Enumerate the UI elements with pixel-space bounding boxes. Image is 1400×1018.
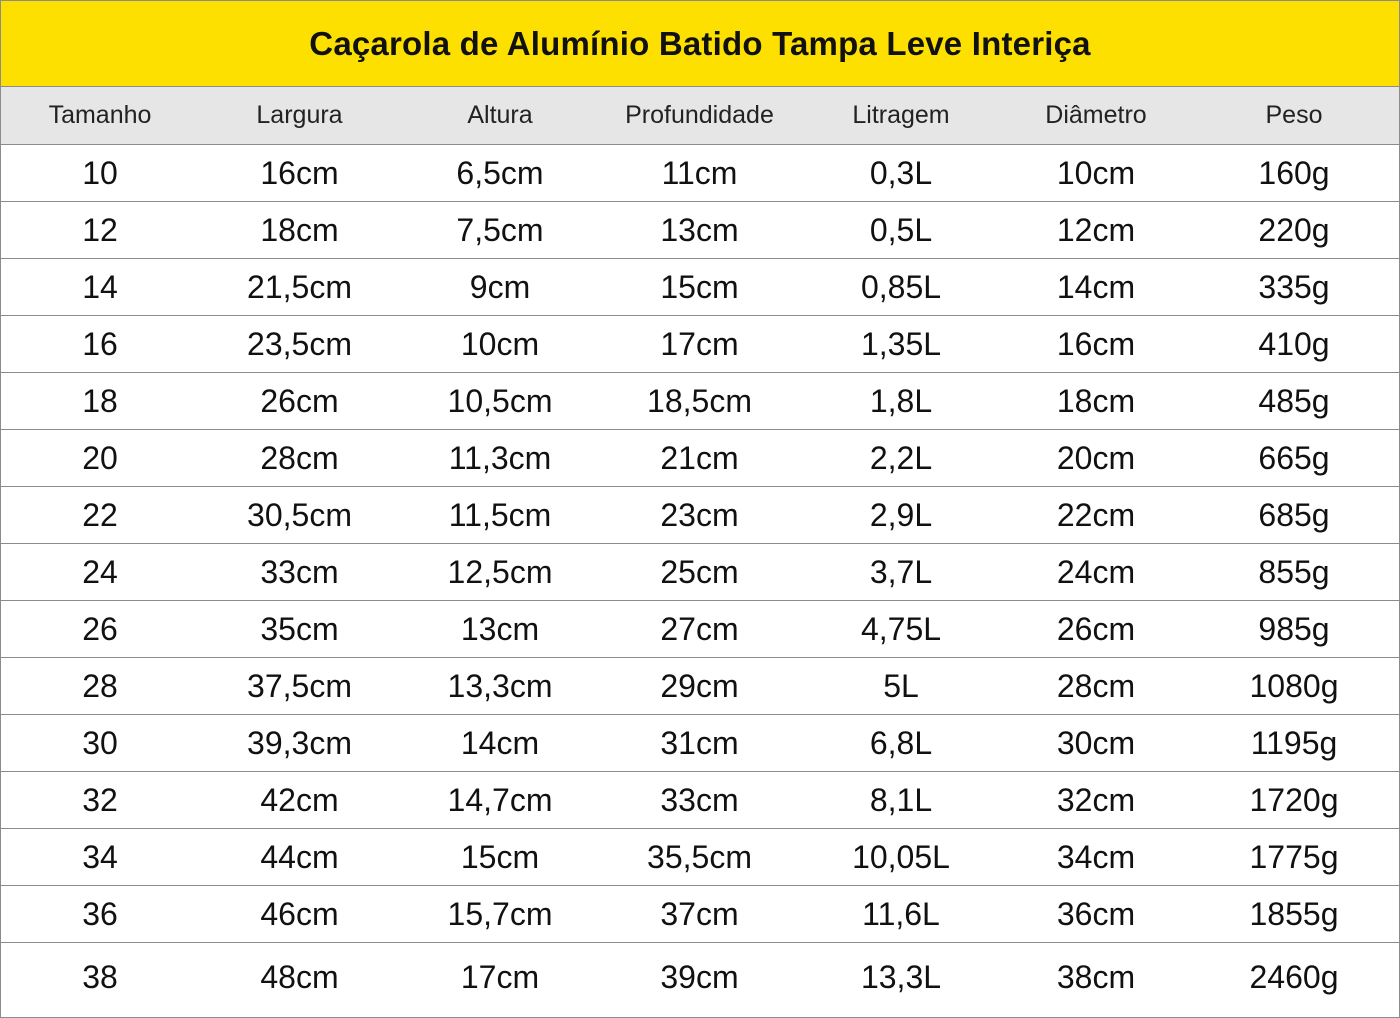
cell-altura: 12,5cm: [400, 544, 600, 601]
cell-profundidade: 21cm: [600, 430, 799, 487]
cell-peso: 485g: [1189, 373, 1399, 430]
size-table: [1, 87, 1399, 1011]
cell-peso: 2460g: [1249, 958, 1339, 995]
cell-profundidade: 39cm: [660, 958, 739, 995]
cell-altura: 9cm: [400, 259, 600, 316]
cell-peso: 985g: [1189, 601, 1399, 658]
cell-largura: 30,5cm: [199, 487, 400, 544]
cell-tamanho: 12: [1, 202, 199, 259]
cell-litragem: 3,7L: [799, 544, 1003, 601]
table-row: [1, 487, 1399, 544]
cell-peso: 855g: [1189, 544, 1399, 601]
table-row: [1, 829, 1399, 886]
table-header: [1, 87, 1399, 145]
cell-largura: 46cm: [199, 886, 400, 943]
table-row: [1, 373, 1399, 430]
cell-diametro: 14cm: [1003, 259, 1189, 316]
cell-litragem: 1,35L: [799, 316, 1003, 373]
cell-profundidade: 33cm: [600, 772, 799, 829]
column-header-tamanho: Tamanho: [1, 87, 199, 145]
cell-largura: 42cm: [199, 772, 400, 829]
cell-peso: 1080g: [1189, 658, 1399, 715]
cell-diametro: 28cm: [1003, 658, 1189, 715]
cell-altura: 6,5cm: [400, 145, 600, 202]
cell-peso: 335g: [1189, 259, 1399, 316]
cell-diametro: 26cm: [1003, 601, 1189, 658]
cell-tamanho: 14: [1, 259, 199, 316]
cell-peso: 1855g: [1189, 886, 1399, 943]
cell-tamanho: 34: [1, 829, 199, 886]
cell-largura: 16cm: [199, 145, 400, 202]
table-row: [1, 544, 1399, 601]
cell-litragem: 0,85L: [799, 259, 1003, 316]
cell-litragem: 6,8L: [799, 715, 1003, 772]
table-row: [1, 202, 1399, 259]
cell-tamanho: 16: [1, 316, 199, 373]
cell-largura: 33cm: [199, 544, 400, 601]
cell-altura: 11,3cm: [400, 430, 600, 487]
column-header-litragem: Litragem: [799, 87, 1003, 145]
cell-altura: 7,5cm: [400, 202, 600, 259]
cell-peso: 1195g: [1189, 715, 1399, 772]
cell-peso: 160g: [1189, 145, 1399, 202]
column-header-diametro: Diâmetro: [1003, 87, 1189, 145]
cell-tamanho: 26: [1, 601, 199, 658]
cell-litragem: 5L: [799, 658, 1003, 715]
cell-diametro: 18cm: [1003, 373, 1189, 430]
cell-profundidade: 35,5cm: [600, 829, 799, 886]
cell-diametro: 12cm: [1003, 202, 1189, 259]
cell-diametro: 34cm: [1003, 829, 1189, 886]
cell-altura: 11,5cm: [400, 487, 600, 544]
cell-largura: 28cm: [199, 430, 400, 487]
cell-diametro: 38cm: [1056, 958, 1136, 995]
cell-litragem: 8,1L: [799, 772, 1003, 829]
cell-tamanho: 20: [1, 430, 199, 487]
cell-largura: 35cm: [199, 601, 400, 658]
cell-litragem: 0,3L: [799, 145, 1003, 202]
cell-litragem: 1,8L: [799, 373, 1003, 430]
cell-altura: 13cm: [400, 601, 600, 658]
page-title: Caçarola de Alumínio Batido Tampa Leve Interiça: [309, 24, 1091, 62]
cell-altura: 14cm: [400, 715, 600, 772]
cell-profundidade: 29cm: [600, 658, 799, 715]
table-row: [1, 943, 1399, 1012]
cell-diametro: 16cm: [1003, 316, 1189, 373]
cell-peso: 665g: [1189, 430, 1399, 487]
cell-litragem: 4,75L: [799, 601, 1003, 658]
table-body: [1, 145, 1399, 1012]
cell-profundidade: 25cm: [600, 544, 799, 601]
cell-tamanho: 36: [1, 886, 199, 943]
cell-altura: 14,7cm: [400, 772, 600, 829]
table-row: [1, 715, 1399, 772]
cell-largura: 18cm: [199, 202, 400, 259]
table-row: [1, 772, 1399, 829]
cell-tamanho: 28: [1, 658, 199, 715]
cell-diametro: 32cm: [1003, 772, 1189, 829]
cell-altura: 10cm: [400, 316, 600, 373]
cell-profundidade: 37cm: [600, 886, 799, 943]
table-row: [1, 316, 1399, 373]
cell-altura: 15,7cm: [400, 886, 600, 943]
cell-litragem: 2,2L: [799, 430, 1003, 487]
cell-profundidade: 23cm: [600, 487, 799, 544]
cell-litragem: 10,05L: [799, 829, 1003, 886]
column-header-profundidade: Profundidade: [600, 87, 799, 145]
cell-diametro: 22cm: [1003, 487, 1189, 544]
cell-largura: 48cm: [260, 958, 339, 995]
cell-altura: 15cm: [400, 829, 600, 886]
cell-litragem: 0,5L: [799, 202, 1003, 259]
cell-tamanho: 24: [1, 544, 199, 601]
cell-diametro: 20cm: [1003, 430, 1189, 487]
cell-tamanho: 30: [1, 715, 199, 772]
column-header-altura: Altura: [400, 87, 600, 145]
cell-peso: 1775g: [1189, 829, 1399, 886]
table-row: [1, 430, 1399, 487]
table-row: [1, 259, 1399, 316]
column-header-peso: Peso: [1189, 87, 1399, 145]
cell-profundidade: 15cm: [600, 259, 799, 316]
cell-peso: 1720g: [1189, 772, 1399, 829]
cell-tamanho: 10: [1, 145, 199, 202]
cell-litragem: 11,6L: [799, 886, 1003, 943]
cell-diametro: 10cm: [1003, 145, 1189, 202]
cell-tamanho: 18: [1, 373, 199, 430]
cell-tamanho: 32: [1, 772, 199, 829]
table-row: [1, 886, 1399, 943]
table-row: [1, 601, 1399, 658]
cell-altura: 10,5cm: [400, 373, 600, 430]
cell-largura: 26cm: [199, 373, 400, 430]
cell-profundidade: 13cm: [600, 202, 799, 259]
cell-profundidade: 11cm: [600, 145, 799, 202]
cell-diametro: 24cm: [1003, 544, 1189, 601]
cell-tamanho: 22: [1, 487, 199, 544]
column-header-largura: Largura: [199, 87, 400, 145]
cell-profundidade: 18,5cm: [600, 373, 799, 430]
cell-peso: 220g: [1189, 202, 1399, 259]
table-row: [1, 145, 1399, 202]
table-row: [1, 658, 1399, 715]
cell-largura: 23,5cm: [199, 316, 400, 373]
cell-peso: 685g: [1189, 487, 1399, 544]
header-row: [1, 87, 1399, 145]
cell-altura: 13,3cm: [400, 658, 600, 715]
title-bar: [1, 1, 1399, 87]
cell-litragem: 13,3L: [860, 958, 942, 995]
cell-diametro: 36cm: [1003, 886, 1189, 943]
cell-profundidade: 17cm: [600, 316, 799, 373]
cell-altura: 17cm: [460, 958, 540, 995]
cell-tamanho: 38: [82, 958, 118, 995]
cell-largura: 44cm: [199, 829, 400, 886]
cell-largura: 21,5cm: [199, 259, 400, 316]
cell-profundidade: 31cm: [600, 715, 799, 772]
cell-litragem: 2,9L: [799, 487, 1003, 544]
cell-profundidade: 27cm: [600, 601, 799, 658]
cell-diametro: 30cm: [1003, 715, 1189, 772]
cell-largura: 39,3cm: [199, 715, 400, 772]
cell-peso: 410g: [1189, 316, 1399, 373]
cell-largura: 37,5cm: [199, 658, 400, 715]
